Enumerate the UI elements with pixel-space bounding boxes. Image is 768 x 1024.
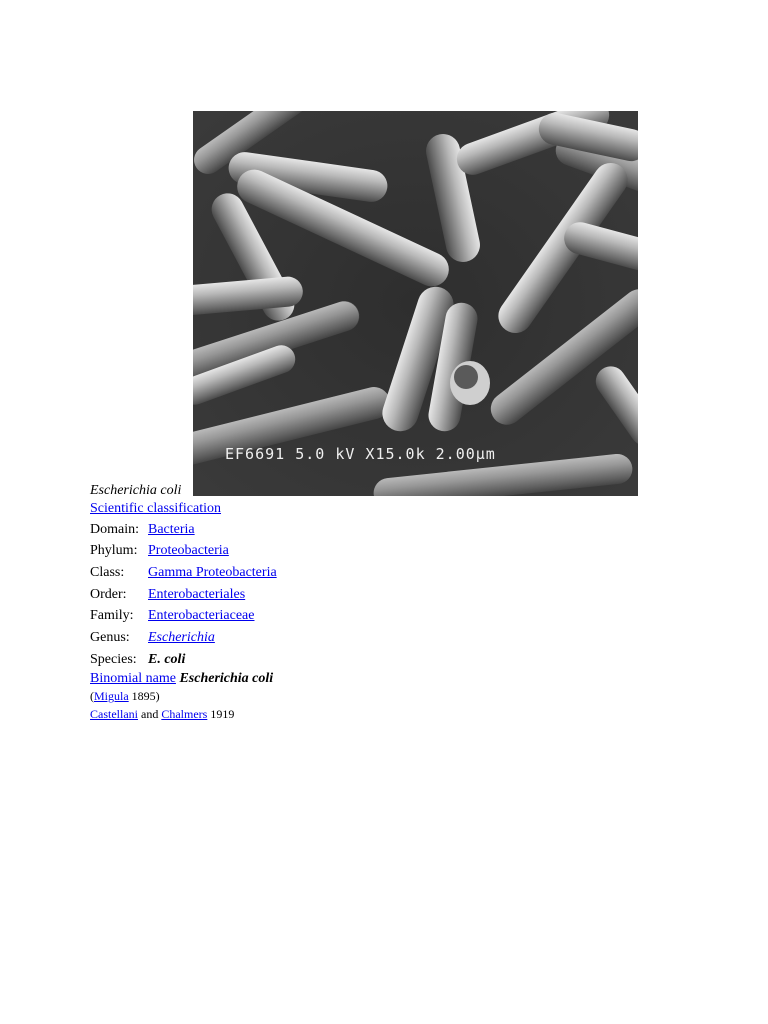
scientific-classification-link[interactable]: Scientific classification: [90, 501, 222, 516]
rank-label: Family:: [90, 608, 134, 623]
rank-label: Phylum:: [90, 543, 138, 558]
authority-line-1: [90, 689, 160, 704]
open-paren: (: [90, 689, 94, 703]
rank-row-family: [90, 607, 254, 625]
authority-year-2: 1919: [210, 707, 235, 721]
rank-link-class[interactable]: Gamma Proteobacteria: [148, 565, 277, 580]
author-link-chalmers[interactable]: Chalmers: [161, 707, 208, 721]
author-link-castellani[interactable]: Castellani: [90, 707, 138, 721]
rank-link-order[interactable]: Enterobacteriales: [148, 587, 246, 602]
rank-label: Order:: [90, 587, 127, 602]
rank-label: Class:: [90, 565, 125, 580]
rank-label: Species:: [90, 652, 137, 667]
image-caption: Escherichia coli: [90, 483, 182, 498]
rank-row-order: [90, 586, 245, 604]
authority-and: and: [141, 707, 159, 721]
rank-link-family[interactable]: Enterobacteriaceae: [148, 608, 255, 623]
rank-row-domain: [90, 521, 195, 539]
species-value: E. coli: [148, 652, 186, 667]
binomial-name: Escherichia coli: [179, 671, 274, 686]
authority-line-2: [90, 707, 234, 722]
binomial-row: [90, 670, 273, 688]
rank-label: Domain:: [90, 522, 139, 537]
author-link-migula[interactable]: Migula: [94, 689, 129, 703]
rank-link-domain[interactable]: Bacteria: [148, 522, 195, 537]
ecoli-micrograph-image: [193, 111, 638, 496]
authority-year-1: 1895): [131, 689, 160, 703]
rank-row-class: [90, 564, 277, 582]
micrograph-scale-text: EF6691 5.0 kV X15.0k 2.00µm: [225, 445, 496, 463]
rank-row-genus: [90, 629, 215, 647]
rank-row-phylum: [90, 542, 229, 560]
rank-link-genus[interactable]: Escherichia: [148, 630, 215, 645]
binomial-name-link[interactable]: Binomial name: [90, 671, 176, 686]
rank-row-species: [90, 651, 185, 669]
rank-label: Genus:: [90, 630, 130, 645]
rank-link-phylum[interactable]: Proteobacteria: [148, 543, 229, 558]
